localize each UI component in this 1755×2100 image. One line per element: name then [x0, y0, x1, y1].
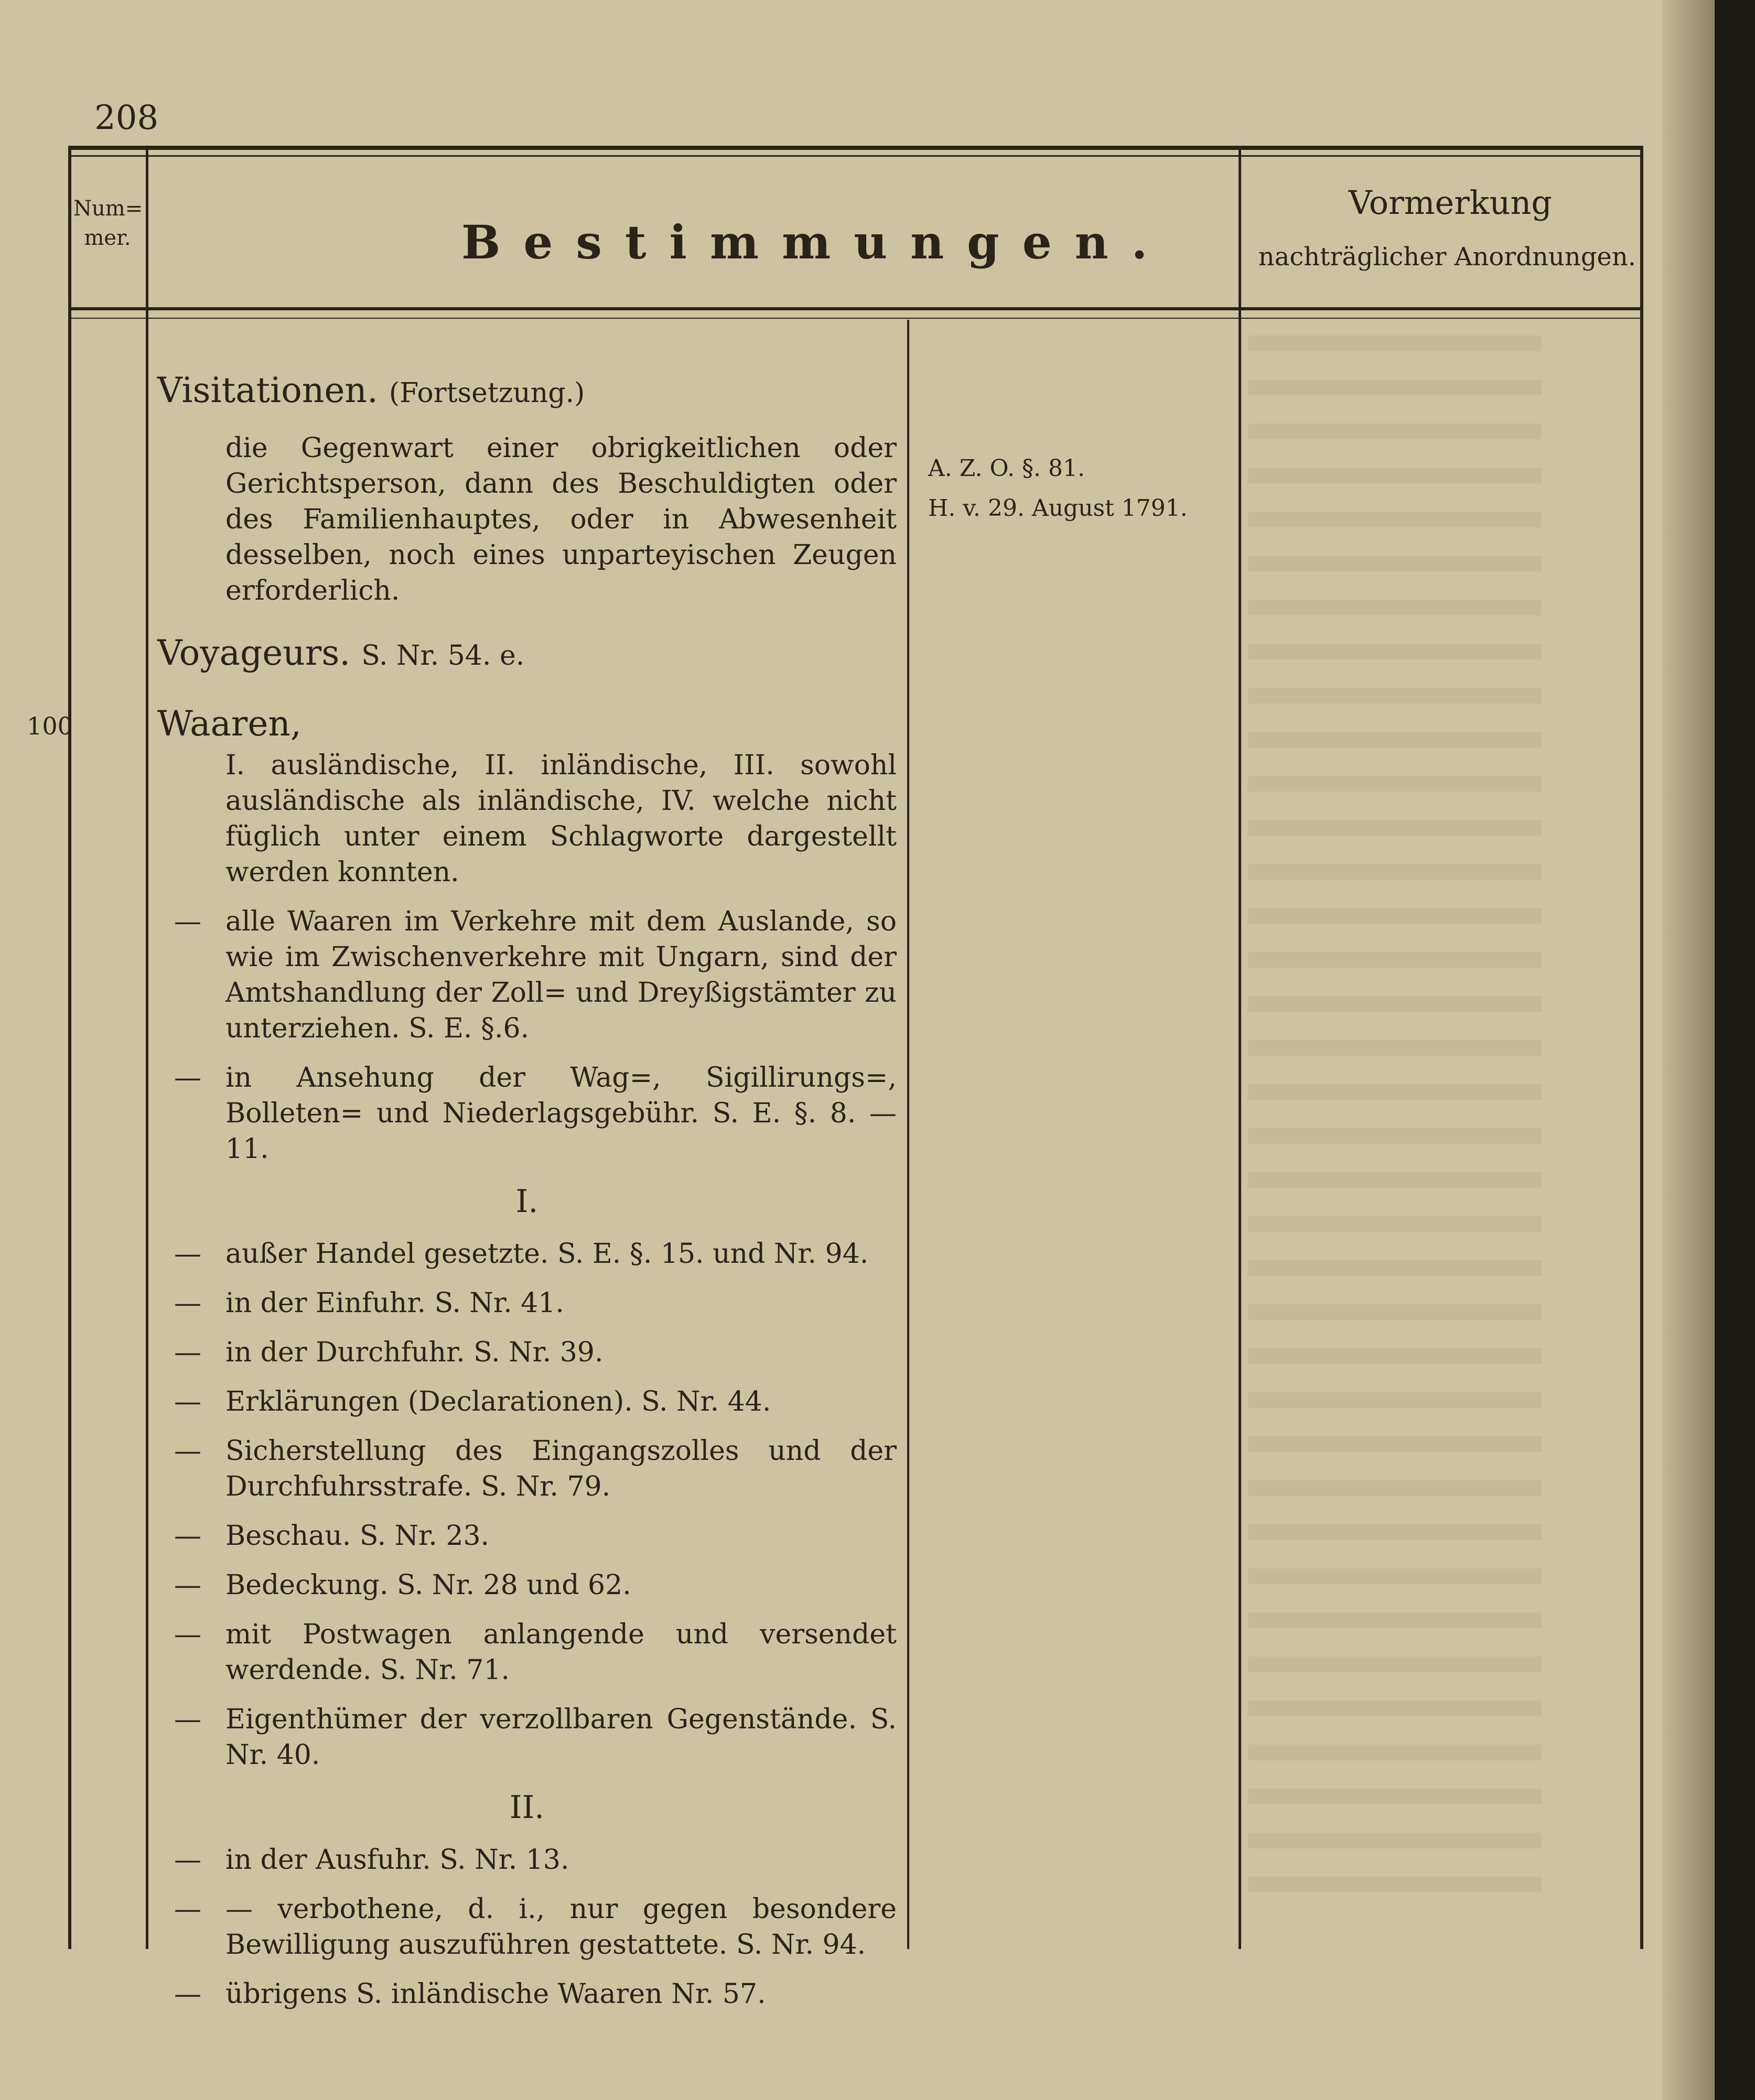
dash-mark: —: [174, 1978, 201, 2010]
notes-column-divider: [907, 320, 909, 1949]
number-header-line-1: Num=: [73, 197, 143, 221]
list-item: [157, 1567, 897, 1603]
list-item-text: in der Einfuhr. S. Nr. 41.: [225, 1287, 564, 1319]
list-item: [157, 904, 897, 1046]
list-item: [157, 1702, 897, 1773]
section-heading-i: I.: [515, 1183, 539, 1220]
left-border: [68, 146, 71, 1949]
dash-mark: —: [174, 1435, 201, 1467]
vormerkung-column-divider: [1239, 146, 1241, 1949]
dash-mark: —: [174, 1893, 201, 1925]
dash-mark: —: [174, 1238, 201, 1270]
table-top-rule: [68, 146, 1641, 150]
entry-heading: Waaren,: [157, 703, 302, 744]
page-number: 208: [94, 99, 159, 137]
dash-mark: —: [174, 1619, 201, 1650]
show-through-text: [1248, 335, 1542, 1908]
list-item: [157, 1518, 897, 1554]
reference-note: H. v. 29. August 1791.: [928, 495, 1188, 522]
list-item-text: Beschau. S. Nr. 23.: [225, 1520, 490, 1552]
list-item: [157, 1891, 897, 1963]
entry-intro: I. ausländische, II. inländische, III. sowohl ausländische als inländische, IV. welche nicht füglich unter einem Schlagworte dargestellt werden konnten.: [225, 750, 897, 888]
entry-text: die Gegenwart einer obrigkeitlichen oder Gerichtsperson, dann des Beschuldigten oder des Familienhauptes, oder in Abwesenheit desselben, noch eines unparteyischen Zeugen erforderlich.: [225, 432, 897, 607]
section-heading-ii: II.: [509, 1789, 545, 1826]
header-bottom-rule-thin: [68, 318, 1641, 319]
number-column-header: [73, 194, 142, 253]
bestimmungen-column: [27, 367, 897, 2012]
entry-heading: Voyageurs.: [157, 633, 351, 673]
dash-mark: —: [174, 1704, 201, 1735]
entry-heading: Visitationen.: [157, 370, 378, 410]
bestimmungen-header: Bestimmungen.: [461, 215, 1171, 269]
right-border: [1640, 146, 1643, 1949]
list-item-text: Eigenthümer der verzollbaren Gegenstände. S. Nr. 40.: [225, 1704, 897, 1771]
dash-mark: —: [174, 1287, 201, 1319]
list-item-text: in Ansehung der Wag=, Sigillirungs=, Bolleten= und Niederlagsgebühr. S. E. §. 8. — 11.: [225, 1062, 897, 1165]
list-item-text: mit Postwagen anlangende und versendet werdende. S. Nr. 71.: [225, 1619, 897, 1686]
list-item: [157, 1335, 897, 1370]
dash-mark: —: [174, 1386, 201, 1417]
list-item-text: Bedeckung. S. Nr. 28 und 62.: [225, 1569, 631, 1601]
list-item: [157, 1236, 897, 1272]
list-item-text: — verbothene, d. i., nur gegen besondere Bewilligung auszuführen gestattete. S. Nr. 94.: [225, 1893, 897, 1961]
page-gutter: [1662, 0, 1715, 2100]
dash-mark: —: [174, 1062, 201, 1094]
list-item: [157, 1976, 897, 2012]
list-item: [157, 1617, 897, 1688]
list-item: [157, 1384, 897, 1420]
dash-mark: —: [174, 1569, 201, 1601]
entry-voyageurs: [157, 630, 897, 679]
list-item-text: Sicherstellung des Eingangszolles und der Durchfuhrsstrafe. S. Nr. 79.: [225, 1435, 897, 1502]
list-item-text: außer Handel gesetzte. S. E. §. 15. und Nr. 94.: [225, 1238, 869, 1270]
reference-note: A. Z. O. §. 81.: [928, 455, 1085, 482]
vormerkung-header: Vormerkung: [1348, 183, 1552, 222]
list-item-text: Erklärungen (Declarationen). S. Nr. 44.: [225, 1386, 771, 1417]
list-item: [157, 1842, 897, 1878]
entry-reference: S. Nr. 54. e.: [361, 640, 525, 672]
dash-mark: —: [174, 906, 201, 937]
nachtraeglicher-anordnungen-header: nachträglicher Anordnungen.: [1258, 242, 1636, 272]
number-column-divider: [146, 146, 148, 1949]
list-item-text: alle Waaren im Verkehre mit dem Auslande, so wie im Zwischenverkehre mit Ungarn, sind der Amtshandlung der Zoll= und Dreyßigstämter zu unterziehen. S. E. §.6.: [225, 906, 897, 1044]
header-bottom-rule: [68, 307, 1641, 310]
table-top-rule-thin: [68, 155, 1641, 157]
dash-mark: —: [174, 1337, 201, 1368]
list-item-text: übrigens S. inländische Waaren Nr. 57.: [225, 1978, 766, 2010]
number-header-line-2: mer.: [84, 226, 131, 250]
entry-waaren: [27, 700, 897, 748]
dash-mark: —: [174, 1844, 201, 1876]
list-item: [157, 1060, 897, 1167]
list-item-text: in der Durchfuhr. S. Nr. 39.: [225, 1337, 604, 1368]
list-item: [157, 1285, 897, 1321]
dash-mark: —: [174, 1520, 201, 1552]
entry-visitationen: [157, 367, 897, 417]
list-item-text: in der Ausfuhr. S. Nr. 13.: [225, 1844, 569, 1876]
entry-subheading: (Fortsetzung.): [389, 377, 585, 409]
entry-number: 100: [27, 712, 73, 740]
list-item: [157, 1433, 897, 1504]
